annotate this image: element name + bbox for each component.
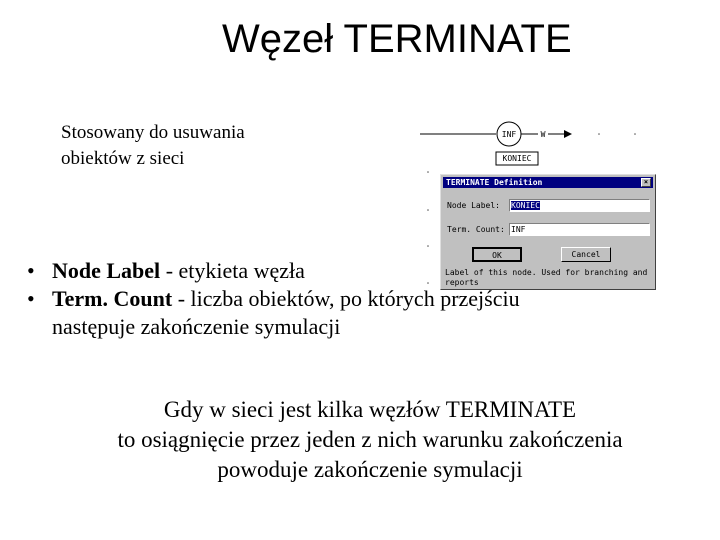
arrowhead	[564, 130, 572, 138]
node-label-input[interactable]	[509, 199, 650, 212]
bullet-text: - etykieta węzła	[160, 258, 305, 283]
footer-line-2: to osiągnięcie przez jeden z nich warunku zakończenia	[117, 427, 623, 452]
bullet-marker: •	[27, 258, 35, 283]
bullet-continuation: następuje zakończenie symulacji	[52, 314, 341, 339]
node-label-value: KONIEC	[511, 201, 540, 210]
dialog-help-text: Label of this node. Used for branching and reports	[445, 268, 648, 287]
bullet-list	[27, 257, 520, 341]
koniec-label: KONIEC	[502, 154, 532, 163]
term-count-input[interactable]	[509, 223, 650, 236]
footer-note	[0, 395, 720, 485]
bullet-node-label	[27, 257, 520, 285]
bullet-term-count	[27, 285, 520, 313]
dialog-titlebar	[443, 177, 653, 188]
bullet-text: - liczba obiektów, po których przejściu	[172, 286, 520, 311]
dialog-title: TERMINATE Definition	[446, 178, 543, 187]
node-inf-label: INF	[501, 130, 517, 139]
bullet-term: Node Label	[52, 258, 161, 283]
node-w-label: W	[540, 130, 546, 139]
subtitle-line-2: obiektów z sieci	[61, 148, 185, 169]
slide-title: Węzeł TERMINATE	[222, 17, 572, 61]
footer-line-1: Gdy w sieci jest kilka węzłów TERMINATE	[163, 397, 577, 422]
term-count-caption: Term. Count:	[447, 225, 505, 234]
term-count-value: INF	[511, 225, 526, 234]
bullet-term: Term. Count	[52, 286, 173, 311]
footer-line-3: powoduje zakończenie symulacji	[217, 457, 523, 482]
cancel-button[interactable]: Cancel	[561, 247, 611, 262]
close-icon[interactable]: ×	[641, 178, 651, 187]
subtitle-line-1: Stosowany do usuwania	[61, 122, 245, 143]
bullet-marker: •	[27, 286, 35, 311]
node-label-caption: Node Label:	[447, 201, 500, 210]
ok-button[interactable]: OK	[472, 247, 522, 262]
